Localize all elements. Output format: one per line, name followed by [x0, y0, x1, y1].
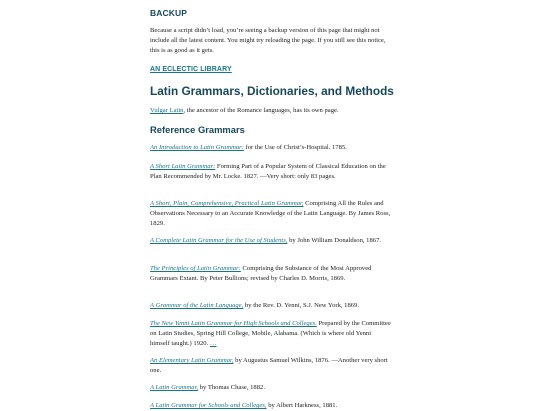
book-title-link[interactable]: A Grammar of the Latin Language,: [150, 302, 244, 309]
backup-heading: BACKUP: [150, 8, 187, 18]
book-title-link[interactable]: A Latin Grammar for Schools and Colleges,: [150, 402, 267, 409]
list-item: [150, 319, 392, 349]
book-details: for the Use of Christ’s-Hospital. 1785.: [243, 144, 347, 151]
list-item: [150, 383, 392, 393]
book-details: Forming Part of a Popular System of Classical Education on the Plan Recommended by Mr. Locke. 1827. —Very short: only 83 pages.: [150, 163, 386, 180]
backup-notice: Because a script didn’t load, you’re seeing a backup version of this page that might not include all the latest content. You might try reloading the page. If you still see this notice, this is as good as it gets.: [150, 27, 386, 54]
book-details: by John William Donaldson, 1867.: [287, 237, 382, 244]
book-details: by Albert Harkness, 1881.: [266, 402, 338, 409]
book-details: by Thomas Chase, 1882.: [198, 384, 265, 391]
list-item: [150, 264, 392, 284]
book-title-link[interactable]: A Short, Plain, Comprehensive, Practical Latin Grammar,: [150, 200, 304, 207]
book-title-link[interactable]: A Short Latin Grammar:: [150, 163, 216, 170]
book-details: Comprising All the Rules and Observations Necessary to an Accurate Knowledge of the Latin Language. By James Ross, 1829.: [150, 200, 391, 227]
book-title-link[interactable]: An Elementary Latin Grammar,: [150, 357, 234, 364]
more-link[interactable]: …: [209, 340, 217, 347]
list-item: [150, 401, 392, 411]
book-title-link[interactable]: A Latin Grammar,: [150, 384, 199, 391]
list-item: [150, 143, 392, 153]
intro-paragraph: [150, 106, 392, 116]
book-title-link[interactable]: An Introduction to Latin Grammar:: [150, 144, 244, 151]
eclectic-library-link[interactable]: AN ECLECTIC LIBRARY: [150, 66, 232, 73]
book-details: Comprising the Substance of the Most Approved Grammars Extant. By Peter Bullions; revised by Charles D. Morris, 1869.: [150, 265, 372, 282]
list-item: [150, 162, 392, 182]
book-title-link[interactable]: The Principles of Latin Grammar:: [150, 265, 241, 272]
book-title-link[interactable]: A Complete Latin Grammar for the Use of Students,: [150, 237, 288, 244]
intro-text: , the ancestor of the Romance languages, has its own page.: [183, 107, 339, 114]
list-item: [150, 301, 392, 311]
list-item: [150, 236, 392, 246]
list-item: [150, 356, 392, 376]
book-details: by the Rev. D. Yenni, S.J. New York, 1869.: [243, 302, 360, 309]
book-title-link[interactable]: The New Yenni Latin Grammar for High Schools and Colleges.: [150, 320, 317, 327]
list-item: [150, 199, 392, 229]
vulgar-latin-link[interactable]: Vulgar Latin: [150, 107, 184, 114]
section-heading: Reference Grammars: [150, 124, 245, 135]
book-details: Prepared by the Committee on Latin Studies, Spring Hill College, Mobile, Alabama. (Which is where old Yenni himself taught.) 1920.: [150, 320, 391, 347]
book-details: by Augustus Samuel Wilkins, 1876. —Another very short one.: [150, 357, 388, 374]
page-title: Latin Grammars, Dictionaries, and Methods: [150, 84, 394, 98]
